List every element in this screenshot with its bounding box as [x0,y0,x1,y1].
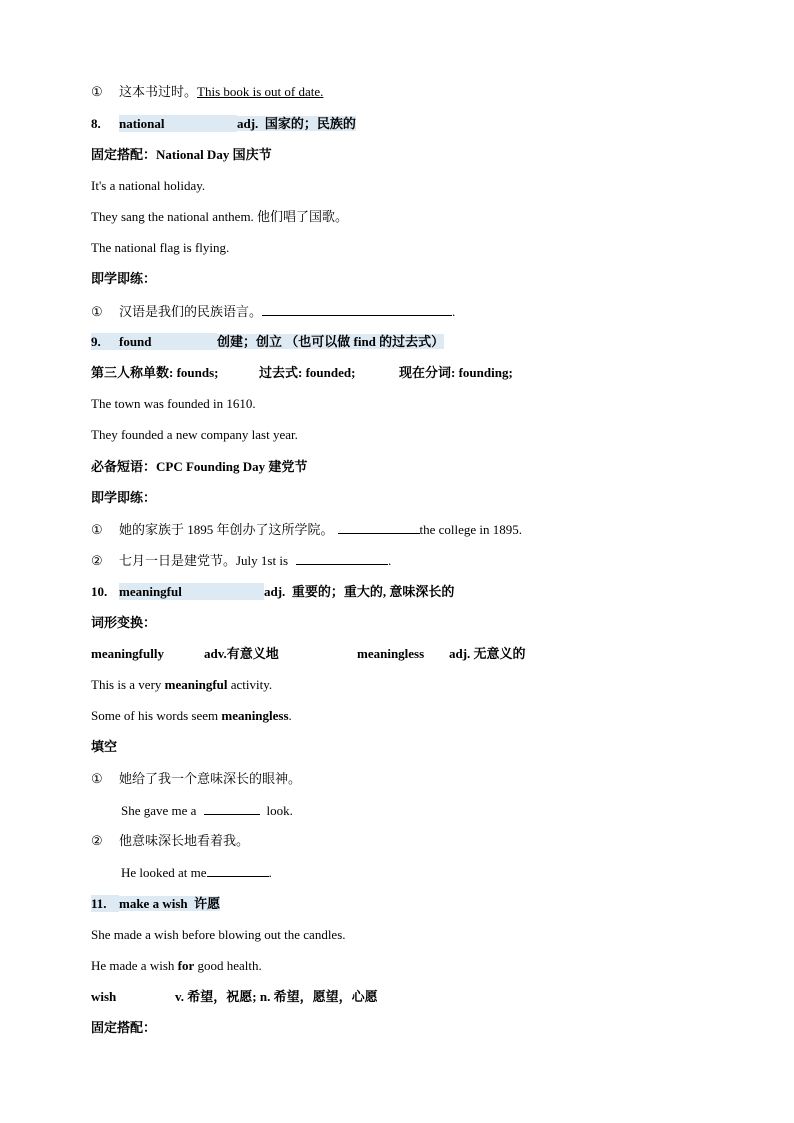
chinese-text: 这本书过时。 [119,84,198,99]
item-number: 10. [91,584,108,599]
answer-blank[interactable] [338,520,420,534]
item-number: 8. [91,116,101,131]
example-sentence: It's a national holiday. [91,178,206,193]
practice-label: 即学即练： [91,490,157,505]
english-text: This book is out of date. [197,84,324,99]
answer-blank[interactable] [296,551,388,565]
word-meaning: v. 希望，祝愿; n. 希望，愿望，心愿 [175,989,378,1004]
chinese-text: 她给了我一个意味深长的眼神。 [119,771,302,786]
item-number: 9. [91,333,119,350]
answer-blank[interactable] [262,302,452,316]
vocab-heading-meaningful [91,583,454,600]
chinese-text: 她的家族于 1895 年创办了这所学院。 [119,522,334,537]
practice-item: ① 她的家族于 1895 年创办了这所学院。 the college in 1895. [91,522,523,537]
item-number: ② [91,833,103,848]
practice-item [91,770,301,787]
practice-answer-line: She gave me a look. [121,803,293,818]
chinese-text: 七月一日是建党节。July 1st is [119,553,289,568]
item-number: ① [91,304,103,319]
example-sentence: They founded a new company last year. [91,427,298,442]
key-phrase-label: 必备短语： [91,459,157,474]
word-meaning: 重要的；重大的, 意味深长的 [291,584,455,599]
part-of-speech: adj. [264,584,286,599]
vocab-word: wish [91,989,117,1004]
part-of-speech: adj. [237,116,259,131]
vocab-word: meaningful [119,583,264,600]
collocation-line [91,146,272,163]
vocab-phrase: make a wish [119,896,188,911]
collocation-label: 固定搭配： [91,1020,157,1035]
collocation-label: 固定搭配： [91,147,157,162]
example-sentence: This is a very meaningful activity. [91,677,273,692]
example-sentence: He made a wish for good health. [91,958,262,973]
practice-item: ① 汉语是我们的民族语言。 . [91,304,456,319]
key-phrase: CPC Founding Day 建党节 [156,459,308,474]
item-number: ② [91,553,103,568]
collocation-phrase: National Day 国庆节 [156,147,272,162]
vocab-heading-make-a-wish [91,895,220,912]
item-number: ① [91,522,103,537]
word-forms-label: 词形变换： [91,615,157,630]
example-sentence [91,83,323,100]
item-number: ① [91,84,103,99]
item-number: ① [91,771,103,786]
key-phrase-line [91,458,307,475]
word-definition [91,988,378,1005]
word-meaning: 创建；创立 （也可以做 find 的过去式） [217,334,445,349]
practice-item: ② 七月一日是建党节。July 1st is . [91,553,392,568]
vocab-word: national [119,115,237,132]
vocab-word: found [119,333,217,350]
chinese-text: 汉语是我们的民族语言。 [119,304,263,319]
practice-answer-line: He looked at me . [121,865,272,880]
practice-label: 即学即练： [91,271,157,286]
answer-blank[interactable] [204,801,260,815]
vocab-heading-found [91,333,444,350]
example-sentence: The national flag is flying. [91,240,230,255]
answer-blank[interactable] [207,863,269,877]
vocab-heading-national [91,115,356,132]
example-sentence: She made a wish before blowing out the candles. [91,927,346,942]
example-sentence: They sang the national anthem. 他们唱了国歌。 [91,209,349,224]
word-meaning: 国家的；民族的 [264,116,356,131]
word-meaning: 许愿 [194,896,221,911]
fill-in-label: 填空 [91,739,118,754]
item-number: 11. [91,895,119,912]
practice-item [91,832,249,849]
example-sentence: The town was founded in 1610. [91,396,256,411]
word-forms: meaningfully adv.有意义地 meaningless adj. 无意义的 [91,646,526,661]
word-forms: 第三人称单数: founds; 过去式: founded; 现在分词: founding; [91,365,513,380]
example-sentence: Some of his words seem meaningless. [91,708,292,723]
chinese-text: 他意味深长地看着我。 [119,833,250,848]
